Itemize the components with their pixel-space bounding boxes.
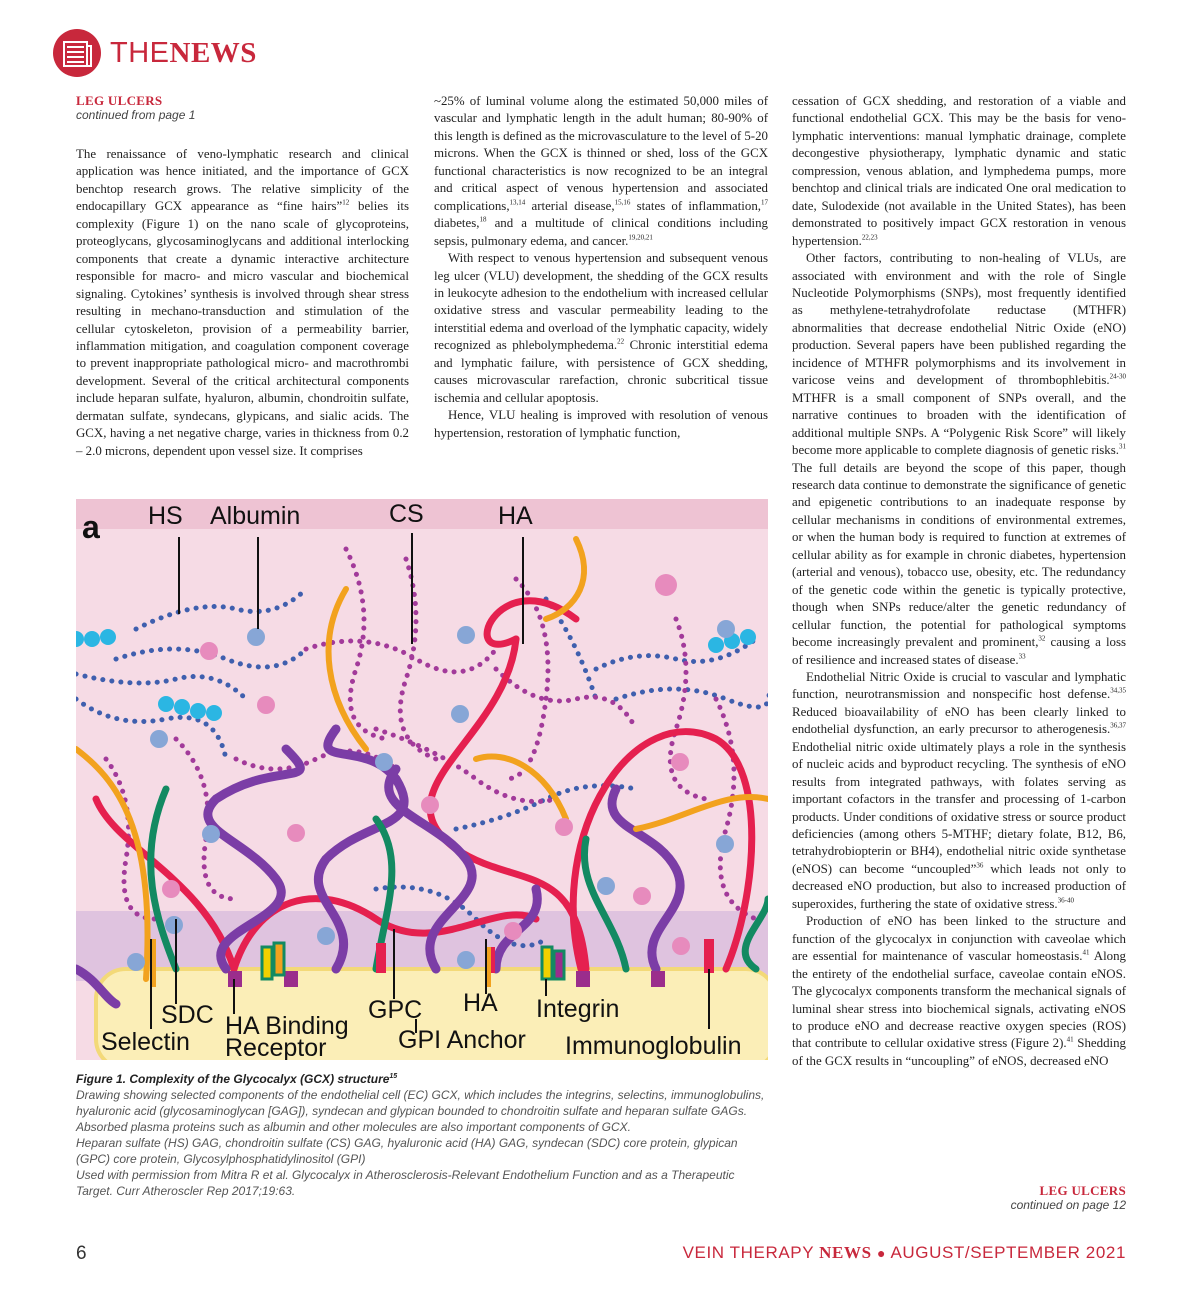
glycocalyx-figure — [76, 499, 768, 1060]
caption-title: Figure 1. Complexity of the Glycocalyx (GCX) structure$^{15}$ — [76, 1072, 398, 1086]
bullet-icon: ● — [876, 1245, 887, 1261]
article-column-2 — [434, 93, 768, 442]
figure-caption — [76, 1071, 768, 1199]
label-receptor: Receptor — [225, 1034, 327, 1060]
label-albumin: Albumin — [210, 502, 301, 530]
label-sdc: SDC — [161, 1001, 214, 1029]
label-cs: CS — [389, 500, 424, 528]
continued-from: continued from page 1 — [76, 108, 196, 122]
caption-abbreviations: Heparan sulfate (HS) GAG, chondroitin sulfate (CS) GAG, hyaluronic acid (HA) GAG, syndecan (SDC) core protein, glypican (GPC) core protein, Glycosylphosphatidylinositol (GPI) — [76, 1136, 738, 1166]
caption-credit: Used with permission from Mitra R et al. Glycocalyx in Atherosclerosis-Relevant Endothelium Function and as a Therapeutic Target. Curr Atheroscler Rep 2017;19:63. — [76, 1168, 735, 1198]
continued-on-block — [1011, 1183, 1126, 1213]
section-title: LEG ULCERS — [76, 93, 163, 108]
paragraph: cessation of GCX shedding, and restoration of a viable and functional endothelial GCX. This may be the basis for veno-lymphatic interventions: manual lymphatic drainage, complete decongestive physiotherapy, lymphatic dynamic and static compression, venous ablation, and lymphedema pumps, more benchtop and clinical trials are indicated One oral medication to date, Sulodexide (not available in the United States), has been demonstrated to positively impact GCX restoration in venous hypertension.$^{22,23}$ — [792, 94, 1126, 248]
paragraph: Endothelial Nitric Oxide is crucial to vascular and lymphatic function, neurotransmission and nonspecific host defense.$^{34,35}$ Reduced bioavailability of eNO has been clearly linked to endothelial dysfunction, an early precursor to atherogenesis.$^{36,37}$ Endothelial nitric oxide ultimately plays a role in the synthesis of nucleic acids and byproduct recycling. The synthesis of eNO results from integrated pathways, with folates serving as important cofactors in the transfer and processing of 1-carbon products. Under conditions of oxidative stress or source product deficiencies (among others 5-MTHF; dietary folate, B12, B6, tetrahydrobiopterin or BH4), endothelial nitric oxide synthetase (eNOS) can become “uncoupled”$^{36}$ which leads not only to decreased eNO production, but also to increased production of superoxides, furthering the state of oxidative stress.$^{36-40}$ — [792, 669, 1126, 911]
label-ha-top: HA — [498, 502, 533, 530]
publication-info: VEIN THERAPY NEWS ● AUGUST/SEPTEMBER 2021 — [682, 1243, 1126, 1262]
news-logo-icon — [52, 28, 102, 78]
paragraph: Other factors, contributing to non-healing of VLUs, are associated with environment and with the role of Single Nucleotide Polymorphisms (SNPs), most frequently identified as methylene-tetrahydrofolate reductase (MTHFR) abnormalities that decrease endothelial Nitric Oxide (eNO) production. Several papers have been published regarding the incidence of MTHFR polymorphisms and its involvement in varicose veins and development of thrombophlebitis.$^{24-30}$ MTHFR is a small component of SNPs overall, and the narrative continues to broaden with the identification of additional multiple SNPs. A “Polygenic Risk Score” will likely become more applicable to complete diagnosis of genetic risks.$^{31}$ The full details are beyond the scope of this paper, though research data continue to demonstrate the significance of genetic and epigenetic contributions to an inadequate response by cellular mechanisms in conditions of environmental extremes, or when the human body is required to function at extremes of cellular ability as for example in chronic diabetes, hypertension (arterial and venous), tobacco use, obesity, etc. The redundancy of the genetic code within the genetic is typically protective, though when SNPs reduce/alter the genetic redundancy of cellular function, the potential for pathological symptoms become increasingly prevalent and prominent,$^{32}$ causing a loss of resilience and increased states of disease.$^{33}$ — [792, 251, 1127, 667]
label-gpi-anchor: GPI Anchor — [398, 1026, 526, 1054]
brand-title: THENEWS — [110, 36, 257, 69]
label-ha-binding: HA Binding — [225, 1012, 349, 1040]
page-number: 6 — [76, 1243, 87, 1264]
label-integrin: Integrin — [536, 995, 620, 1023]
paragraph: The renaissance of veno-lymphatic research and clinical application was hence initiated, and the importance of GCX benchtop research grows. The relative simplicity of the endocapillary GCX appearance as “fine hairs”$^{12}$ belies its complexity (Figure 1) on the nano scale of glycoproteins, proteoglycans, glycosaminoglycans and additional interlocking components that create a dynamic interactive architecture responsible for macro- and micro vascular and biochemical signaling. Cytokines’ synthesis is involved through shear stress resulting in mechano-transduction and stimulation of the cellular cytoskeleton, provision of a permeability barrier, inflammation mitigation, and coagulation component coverage to prevent inappropriate pathological micro- and macrothrombi development. Several of the critical architectural components include heparan sulfate, hyaluron, albumin, chondroitin sulfate, dermatan sulfate, syndecans, glypicans, and sialic acids. The GCX, having a net negative charge, varies in thickness from 0.2 – 2.0 microns, dependent upon vessel size. It comprises — [76, 147, 409, 458]
page-footer — [76, 1243, 1126, 1267]
paragraph: ~25% of luminal volume along the estimated 50,000 miles of vascular and lymphatic length in the adult human; 80-90% of this length is defined as the microvasculature to the level of 5-20 microns. When the GCX is thinned or shed, loss of the GCX functional characteristics is now recognized to be an integral and critical aspect of venous hypertension and associated complications,$^{13,14}$ arterial disease,$^{15,16}$ states of inflammation,$^{17}$ diabetes,$^{18}$ and a multitude of clinical conditions including sepsis, pulmonary edema, and cancer.$^{19,20,21}$ — [434, 94, 768, 248]
label-ha-bottom: HA — [463, 989, 498, 1017]
figure-panel-label: a — [82, 509, 100, 545]
label-immunoglobulin: Immunoglobulin — [565, 1032, 742, 1060]
section-title-end: LEG ULCERS — [1039, 1183, 1126, 1198]
paragraph: Hence, VLU healing is improved with resolution of venous hypertension, restoration of lymphatic function, — [434, 408, 768, 440]
label-gpc: GPC — [368, 996, 423, 1024]
label-selectin: Selectin — [101, 1028, 190, 1056]
masthead — [52, 28, 257, 78]
continued-on: continued on page 12 — [1010, 1198, 1126, 1212]
article-column-3 — [792, 93, 1126, 1070]
glycocalyx-illustration — [76, 499, 768, 1060]
article-column-1 — [76, 93, 409, 460]
paragraph: Production of eNO has been linked to the structure and function of the glycocalyx in conjunction with caveolae which are essential for maintenance of vascular homeostasis.$^{41}$ Along the entirety of the endothelial surface, caveolae contain eNOS. The glycocalyx components transform the mechanical signals of luminal shear stress into biochemical signals, activating eNOS to produce eNO and decrease reactive oxygen species (ROS) that contribute to cellular oxidative stress (Figure 2).$^{41}$ Shedding of the GCX results in “uncoupling” of eNOS, decreased eNO — [792, 914, 1126, 1068]
paragraph: With respect to venous hypertension and subsequent venous leg ulcer (VLU) development, the shedding of the GCX results in leukocyte adhesion to the endothelium with increased cellular oxidative stress and vascular permeability leading to the interstitial edema and overload of the lymphatic capacity, widely recognized as phlebolymphedema.$^{22}$ Chronic interstitial edema and lymphatic failure, with persistence of GCX shedding, causes microvascular rarefaction, chronic subcritical tissue ischemia and cellular apoptosis. — [434, 251, 768, 405]
label-hs: HS — [148, 502, 183, 530]
caption-text: Drawing showing selected components of the endothelial cell (EC) GCX, which includes the integrins, selectins, immunoglobulins, hyaluronic acid (glycosaminoglycan [GAG]), syndecan and glypican bounded to chondroitin sulfate and heparan sulfate GAGs. Absorbed plasma proteins such as albumin and other molecules are also important components of GCX. — [76, 1088, 765, 1134]
